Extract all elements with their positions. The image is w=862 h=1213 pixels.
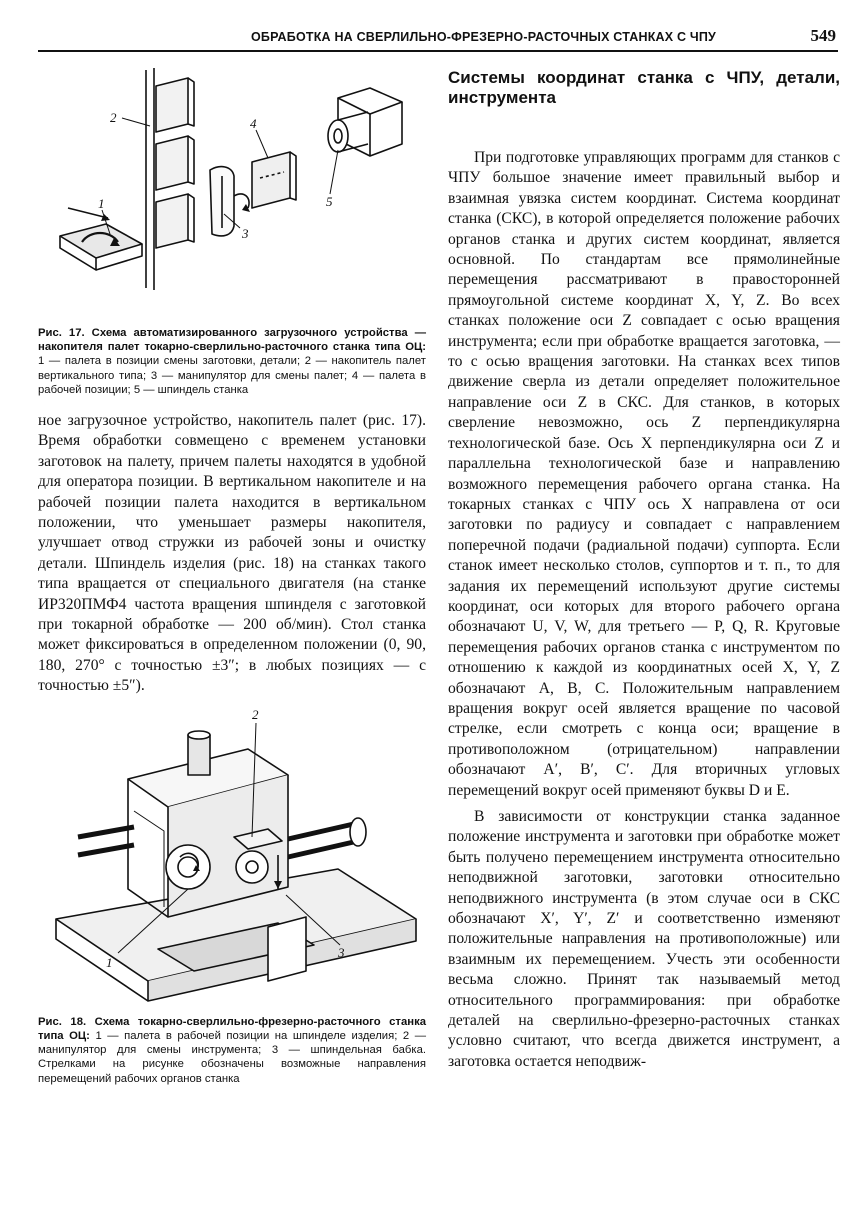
callout-1: 1: [98, 196, 105, 211]
callout-2: 2: [252, 706, 259, 722]
callout-3: 3: [242, 226, 249, 241]
page-number: 549: [810, 26, 836, 45]
figure-17-caption-body: 1 — палета в позиции смены заготовки, детали; 2 — накопитель палет вертикального типа; 3 — манипулятор для смены палет; 4 — палета в рабочей позиции; 5 — шпиндель станка: [38, 355, 426, 396]
callout-1: 1: [106, 954, 113, 970]
figure-17-caption: [38, 326, 426, 397]
section-paragraph-1: При подготовке управляющих программ для станков с ЧПУ большое значение имеет правильный выбор и взаимная увязка систем координат. Система координат станка (СКС), в которой определяется положение рабочих органов станка и других систем координат, является основной. По стандартам все прямолинейные перемещения рассматривают в правосторонней прямоугольной системе координат X, Y, Z. Во всех станках положение оси Z совпадает с осью вращения инструмента; если при обработке вращается заготовка, — то с осью вращения заготовки. На станках всех типов движение сверла из детали определяет положительное направление оси Z в СКС. Для станков, в которых сверление невозможно, ось Z перпендикулярна технологической базе. Ось X перпендикулярна оси Z и параллельна технологической базе и направлению возможного перемещения рабочего органа станка. На токарных станках с ЧПУ ось X направлена от оси заготовки по радиусу и совпадает с направлением поперечной подачи (радиальной подачи) суппорта. Если станок имеет несколько столов, суппортов и т. п., то для задания их перемещений используют другие системы координат, оси которых для второго рабочего органа обозначают U, V, W, для третьего — P, Q, R. Круговые перемещения рабочих органов станка с инструментом по отношению к каждой из координатных осей X, Y, Z обозначают A, B, C. Положительным направлением вращения вокруг осей является вращение по часовой стрелке, если смотреть с конца оси; вращение в противоположном (отрицательном) направлении обозначают A′, B′, C′. Для вторичных угловых перемещений вокруг осей применяют буквы D и E.: [448, 149, 840, 799]
page-header: [38, 26, 838, 52]
left-column: [38, 58, 426, 1086]
callout-3: 3: [338, 944, 345, 960]
figure-17-caption-title: Рис. 17. Схема автоматизированного загрузочного устройства — накопителя палет токарно-сверлильно-расточного станка типа ОЦ:: [38, 327, 426, 354]
figure-18: [38, 706, 426, 1009]
right-column: [448, 68, 840, 1072]
running-title: ОБРАБОТКА НА СВЕРЛИЛЬНО-ФРЕЗЕРНО-РАСТОЧНЫХ СТАНКАХ С ЧПУ: [251, 30, 717, 44]
pallet-loader-illustration: [38, 58, 426, 320]
figure-18-caption: [38, 1015, 426, 1086]
callout-5: 5: [326, 194, 333, 209]
callout-2: 2: [110, 110, 117, 125]
figure-17: [38, 58, 426, 320]
left-paragraph: ное загрузочное устройство, накопитель палет (рис. 17). Время обработки совмещено с временем установки заготовок на палету, причем палеты находятся в удобной для оператора позиции. В вертикальном накопителе и на рабочей позиции палета находится в вертикальном положении, что уменьшает размеры накопителя, улучшает отвод стружки из рабочей зоны и очистку детали. Шпиндель изделия (рис. 18) на станках такого типа вращается от специального двигателя (на станке ИР320ПМФ4 частота вращения шпинделя с заготовкой при токарной обработке — 200 об/мин). Стол станка может фиксироваться в определенном положении (0, 90, 180, 270° с точностью ±3″; в любых позициях — с точностью ±5″).: [38, 412, 426, 695]
machine-tool-illustration: [38, 719, 426, 1009]
figure-18-caption-title: Рис. 18. Схема токарно-сверлильно-фрезерно-расточного станка типа ОЦ:: [38, 1015, 426, 1042]
figure-18-caption-body: 1 — палета в рабочей позиции на шпинделе изделия; 2 — манипулятор для смены инструмента; 3 — шпиндельная бабка. Стрелками на рисунке обозначены возможные направления перемещений рабочих органов станка: [38, 1029, 427, 1085]
section-paragraph-2: В зависимости от конструкции станка заданное положение инструмента и заготовки при обработке может быть получено перемещением инструмента относительно неподвижной заготовки, заготовки относительно неподвижного инструмента (в этом случае оси в СКС обозначают X′, Y′, Z′ и соответственно изменяют положительные направления на противоположные) или взаимным их перемещением. Учесть эти особенности весьма сложно. Принят так называемый метод относительного программирования: при обработке деталей на сверлильно-фрезерно-расточных станках условно считают, что всегда движется инструмент, а заготовка остается неподвиж-: [448, 808, 840, 1070]
callout-4: 4: [250, 116, 257, 131]
section-heading: Системы координат станка с ЧПУ, детали, инструмента: [448, 68, 840, 107]
